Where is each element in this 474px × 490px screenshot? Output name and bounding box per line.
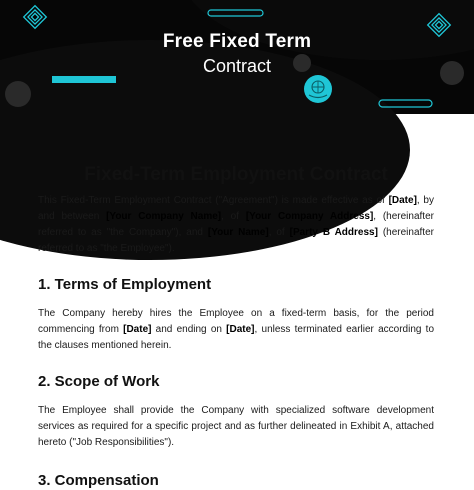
- banner-title-line1: Free Fixed Term: [162, 31, 312, 52]
- header-banner: [0, 0, 474, 114]
- circle-icon: [5, 81, 31, 107]
- party-b-address-placeholder: [Party B Address]: [289, 227, 378, 238]
- section-text: and ending on: [151, 324, 227, 335]
- section-text: The Company hereby hires the Employee on a fixed-term basis, for the period commencing from: [38, 308, 434, 335]
- section-paragraph-terms: [38, 306, 434, 354]
- section-heading-scope: 2. Scope of Work: [38, 373, 160, 390]
- intro-text: , of: [268, 227, 290, 238]
- intro-text: This Fixed-Term Employment Contract ("Agreement") is made effective as of: [38, 195, 389, 206]
- intro-paragraph: [38, 193, 434, 257]
- your-name-placeholder: [Your Name]: [207, 227, 269, 238]
- intro-text: (hereinafter referred to as "the Employee").: [38, 227, 434, 254]
- section-text: , unless terminated earlier according to the clauses mentioned herein.: [38, 324, 435, 351]
- intro-text: , of: [221, 211, 246, 222]
- section-heading-compensation: 3. Compensation: [38, 472, 159, 489]
- intro-text: , (hereinafter referred to as "the Company"), and: [38, 211, 434, 238]
- effective-date-placeholder: [Date]: [388, 195, 417, 206]
- company-address-placeholder: [Your Company Address]: [245, 211, 374, 222]
- pill-bar-icon: [52, 76, 116, 83]
- intro-text: , by and between: [38, 195, 434, 222]
- document-body: [38, 114, 434, 490]
- banner-title-line2: Contract: [202, 56, 272, 76]
- start-date-placeholder: [Date]: [123, 324, 152, 335]
- section-heading-terms: 1. Terms of Employment: [38, 276, 212, 293]
- end-date-placeholder: [Date]: [226, 324, 255, 335]
- company-name-placeholder: [Your Company Name]: [106, 211, 222, 222]
- section-paragraph-scope: The Employee shall provide the Company with specialized software development services as required for a specific project and as further delineated in Exhibit A, attached hereto ("Job Responsibilities").: [38, 405, 434, 448]
- document-title: Fixed-Term Employment Contract: [84, 164, 388, 185]
- hand-globe-icon: [304, 75, 332, 103]
